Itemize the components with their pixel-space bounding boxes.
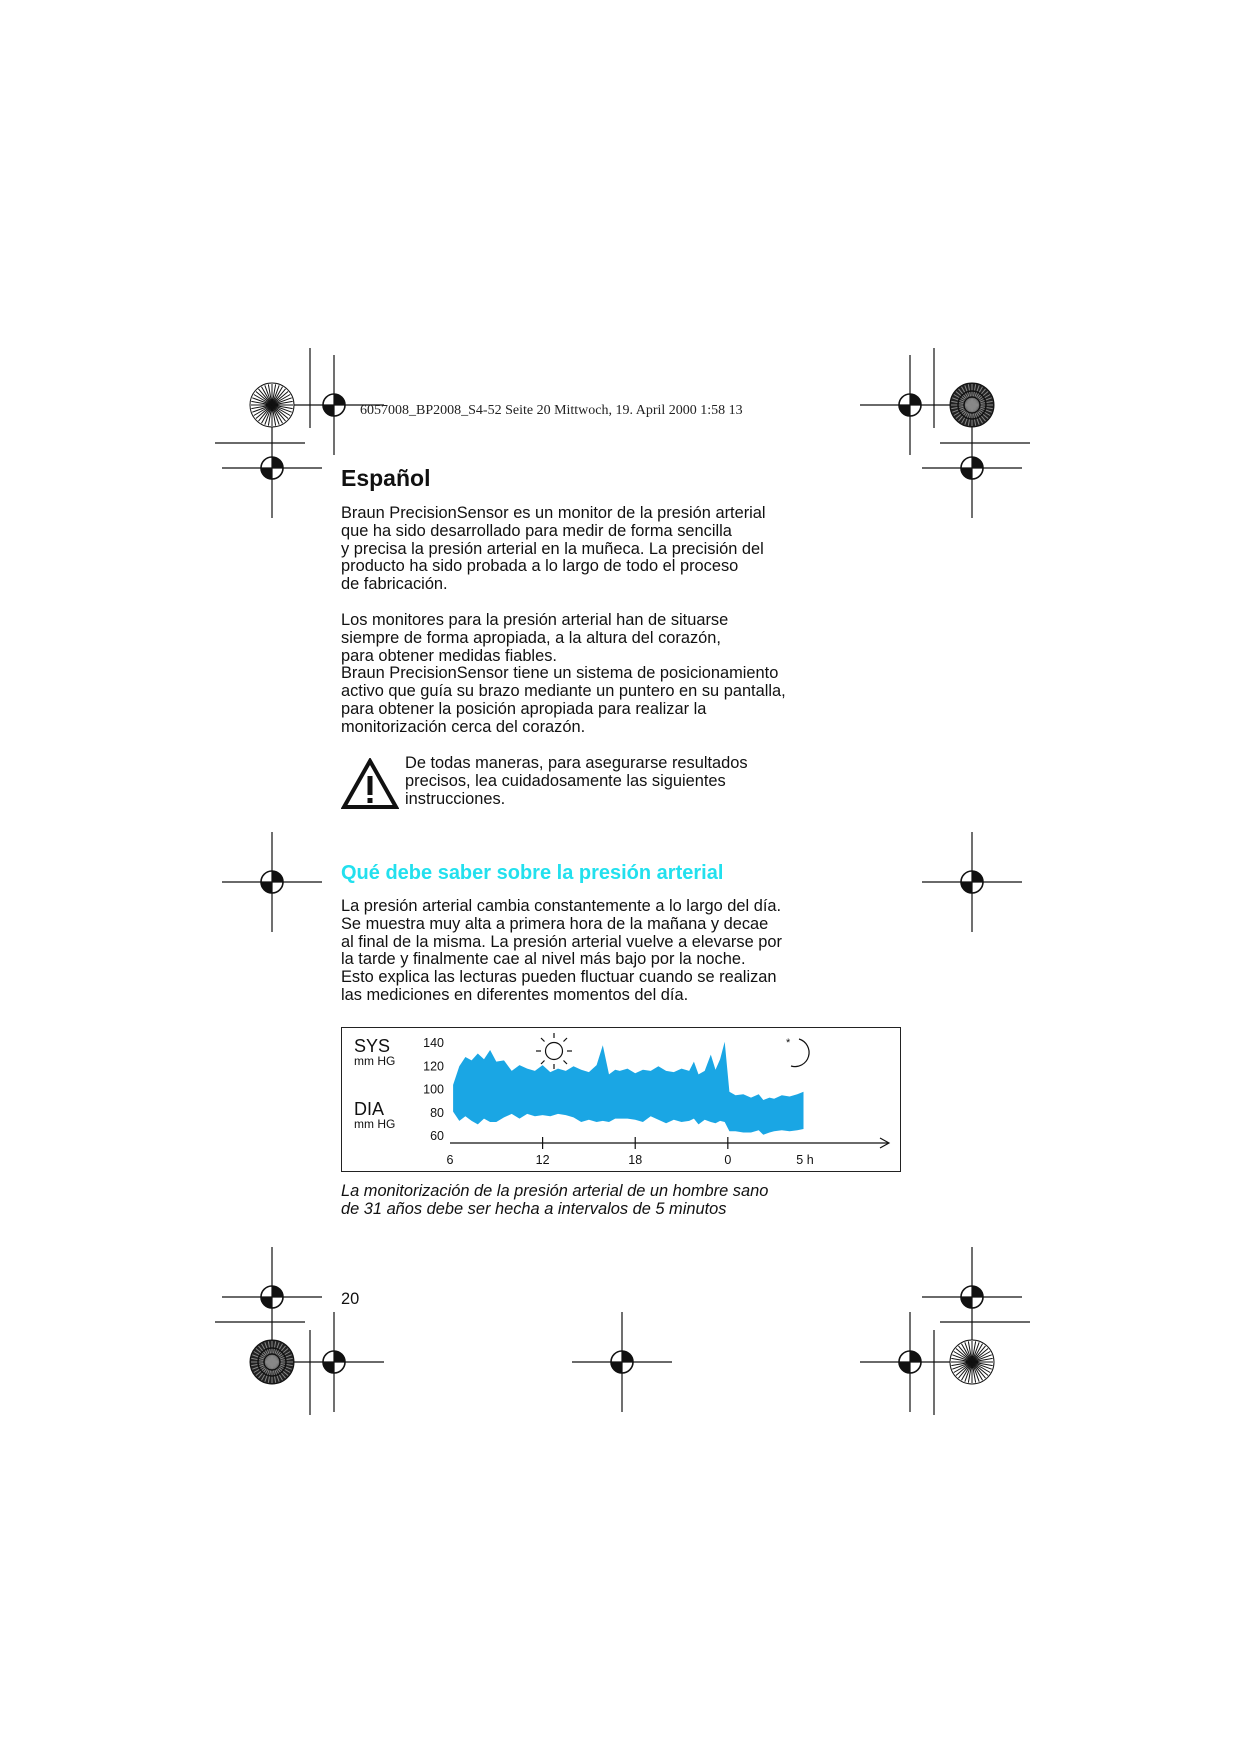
positioning-line: Braun PrecisionSensor tiene un sistema de posicionamiento [341, 664, 779, 683]
warning-paragraph [405, 755, 748, 808]
body-line: al final de la misma. La presión arterial vuelve a elevarse por [341, 932, 782, 951]
blood-pressure-paragraph [341, 898, 782, 1005]
x-tick-label: 6 [446, 1153, 454, 1167]
night-mark: * [786, 1037, 791, 1049]
sys-label: SYS [354, 1036, 391, 1056]
positioning-line: Los monitores para la presión arterial han de situarse [341, 611, 729, 629]
positioning-line: para obtener la posición apropiada para realizar la [341, 699, 707, 718]
positioning-paragraph [341, 612, 786, 737]
star-wheel-icon [950, 1340, 994, 1384]
star-wheel-icon [250, 1340, 294, 1384]
positioning-line: para obtener medidas fiables. [341, 646, 557, 665]
sun-icon [536, 1033, 572, 1069]
section-heading: Qué debe saber sobre la presión arterial [341, 862, 724, 884]
intro-paragraph [341, 505, 766, 594]
intro-line: Braun PrecisionSensor es un monitor de la presión arterial [341, 504, 766, 522]
print-slug: 6057008_BP2008_S4-52 Seite 20 Mittwoch, 19. April 2000 1:58 13 [360, 403, 743, 418]
body-line: Se muestra muy alta a primera hora de la mañana y decae [341, 914, 769, 933]
x-tick-label: 12 [535, 1153, 550, 1167]
moon-icon [786, 1037, 809, 1067]
star-wheel-icon [250, 383, 294, 427]
warning-line: precisos, lea cuidadosamente las siguientes [405, 771, 726, 790]
caption-line: La monitorización de la presión arterial de un hombre sano [341, 1182, 769, 1200]
positioning-line: monitorización cerca del corazón. [341, 717, 586, 736]
blood-pressure-chart [341, 1027, 901, 1172]
positioning-line: siempre de forma apropiada, a la altura del corazón, [341, 628, 721, 647]
y-tick-label: 80 [430, 1105, 444, 1120]
x-tick-label: 5 h [796, 1153, 814, 1167]
caption-line: de 31 años debe ser hecha a intervalos de 5 minutos [341, 1199, 727, 1218]
x-tick-label: 0 [724, 1153, 732, 1167]
body-line: las mediciones en diferentes momentos del día. [341, 985, 689, 1004]
y-tick-label: 60 [430, 1129, 444, 1143]
star-wheel-icon [950, 383, 994, 427]
intro-line: y precisa la presión arterial en la muñeca. La precisión del [341, 539, 764, 558]
dia-unit-label: mm HG [354, 1117, 396, 1131]
warning-line: instrucciones. [405, 789, 506, 808]
intro-line: de fabricación. [341, 575, 448, 594]
page-title: Español [341, 465, 431, 491]
chart-canvas [342, 1028, 900, 1171]
warning-line: De todas maneras, para asegurarse resultados [405, 754, 748, 772]
y-tick-label: 120 [423, 1059, 444, 1074]
dia-label: DIA [354, 1099, 385, 1119]
intro-line: que ha sido desarrollado para medir de forma sencilla [341, 521, 732, 540]
y-tick-label: 140 [423, 1036, 444, 1050]
page-number: 20 [341, 1290, 360, 1308]
body-line: la tarde y finalmente cae al nivel más bajo por la noche. [341, 950, 746, 969]
body-line: La presión arterial cambia constantemente a lo largo del día. [341, 897, 782, 915]
x-tick-label: 18 [628, 1153, 643, 1167]
body-line: Esto explica las lecturas pueden fluctuar cuando se realizan [341, 968, 777, 987]
intro-line: producto ha sido probada a lo largo de todo el proceso [341, 557, 739, 576]
chart-caption [341, 1183, 768, 1219]
sys-unit-label: mm HG [354, 1054, 396, 1068]
y-tick-label: 100 [423, 1082, 444, 1097]
warning-icon [341, 758, 399, 810]
blood-pressure-band [453, 1042, 803, 1135]
positioning-line: activo que guía su brazo mediante un puntero en su pantalla, [341, 682, 786, 701]
